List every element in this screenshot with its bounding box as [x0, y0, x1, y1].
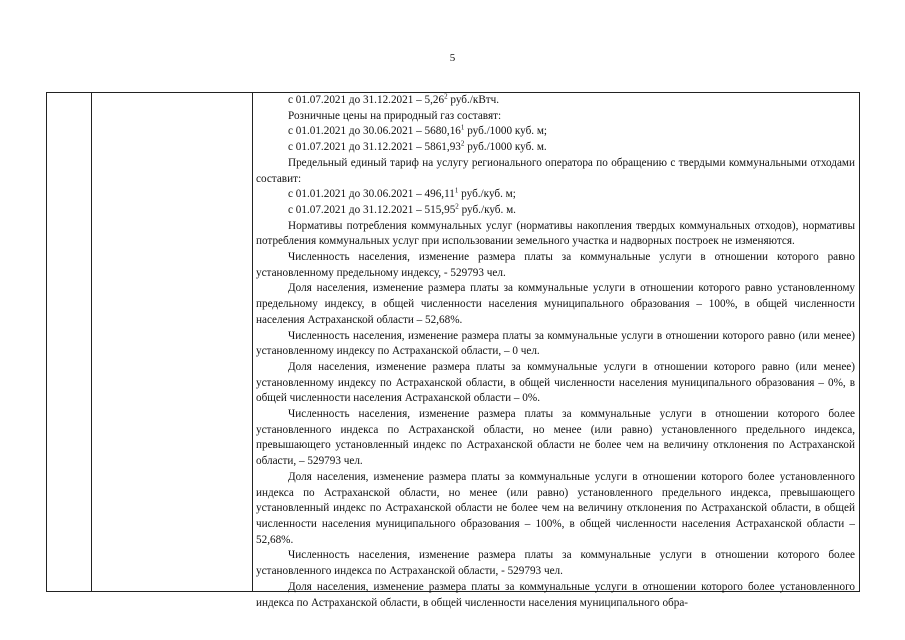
paragraph: Предельный единый тариф на услугу регионального оператора по обращению с твердыми коммунальными отходами составит:	[256, 156, 855, 185]
text-line: Розничные цены на природный газ составят:	[288, 109, 502, 122]
column-divider-1	[91, 93, 92, 591]
paragraph: Доля населения, изменение размера платы за коммунальные услуги в отношении которого более установленного индекса по Астраханской области, в общей численности населения муниципального обра-	[256, 580, 855, 609]
table-frame	[46, 92, 860, 609]
text-line: с 01.01.2021 до 30.06.2021 – 496,11$^1$ руб./куб. м;	[288, 186, 516, 201]
text-line: с 01.07.2021 до 31.12.2021 – 5,26$^2$ руб./кВтч.	[288, 92, 500, 106]
paragraph: Нормативы потребления коммунальных услуг (нормативы накопления твердых коммунальных отходов), нормативы потребления коммунальных услуг при использовании земельного участка и надворных построек не изменяются.	[256, 219, 855, 248]
text-line: с 01.07.2021 до 31.12.2021 – 515,95$^2$ руб./куб. м.	[288, 202, 516, 216]
column-divider-2	[252, 93, 253, 591]
paragraph: Численность населения, изменение размера платы за коммунальные услуги в отношении которого более установленного индекса по Астраханской области, - 529793 чел.	[256, 549, 855, 578]
paragraph: Доля населения, изменение размера платы за коммунальные услуги в отношении которого равно (или менее) установленному индексу по Астраханской области, в общей численности населения муниципального образования – 0%, в общей численности населения Астраханской области – 0%.	[256, 360, 855, 405]
paragraph: Численность населения, изменение размера платы за коммунальные услуги в отношении которого равно (или менее) установленному индексу по Астраханской области, – 0 чел.	[256, 329, 855, 358]
paragraph: Доля населения, изменение размера платы за коммунальные услуги в отношении которого равно установленному предельному индексу, в общей численности населения муниципального образования – 100%, в общей численности населения Астраханской области – 52,68%.	[256, 282, 855, 326]
text-line: с 01.07.2021 до 31.12.2021 – 5861,93$^2$ руб./1000 куб. м.	[288, 139, 547, 154]
page-number: 5	[449, 52, 456, 64]
paragraph: Доля населения, изменение размера платы за коммунальные услуги в отношении которого более установленного индекса по Астраханской области, но менее (или равно) установленного предельного индекса, превышающего установленный индекс по Астраханской области не более чем на величину отклонения по Астраханской области, в общей численности населения муниципального образования – 100%, в общей численности населения Астраханской области – 52,68%.	[256, 470, 855, 546]
table-cell-text	[256, 93, 855, 611]
paragraph: Численность населения, изменение размера платы за коммунальные услуги в отношении которого равно установленному предельному индексу, - 529793 чел.	[256, 251, 855, 279]
paragraph: Численность населения, изменение размера платы за коммунальные услуги в отношении которого более установленного индекса по Астраханской области, но менее (или равно) установленного предельного индекса, превышающего установленный индекс по Астраханской области не более чем на величину отклонения по Астраханской области, – 529793 чел.	[256, 408, 855, 468]
text-line: с 01.01.2021 до 30.06.2021 – 5680,16$^1$ руб./1000 куб. м;	[288, 123, 548, 138]
